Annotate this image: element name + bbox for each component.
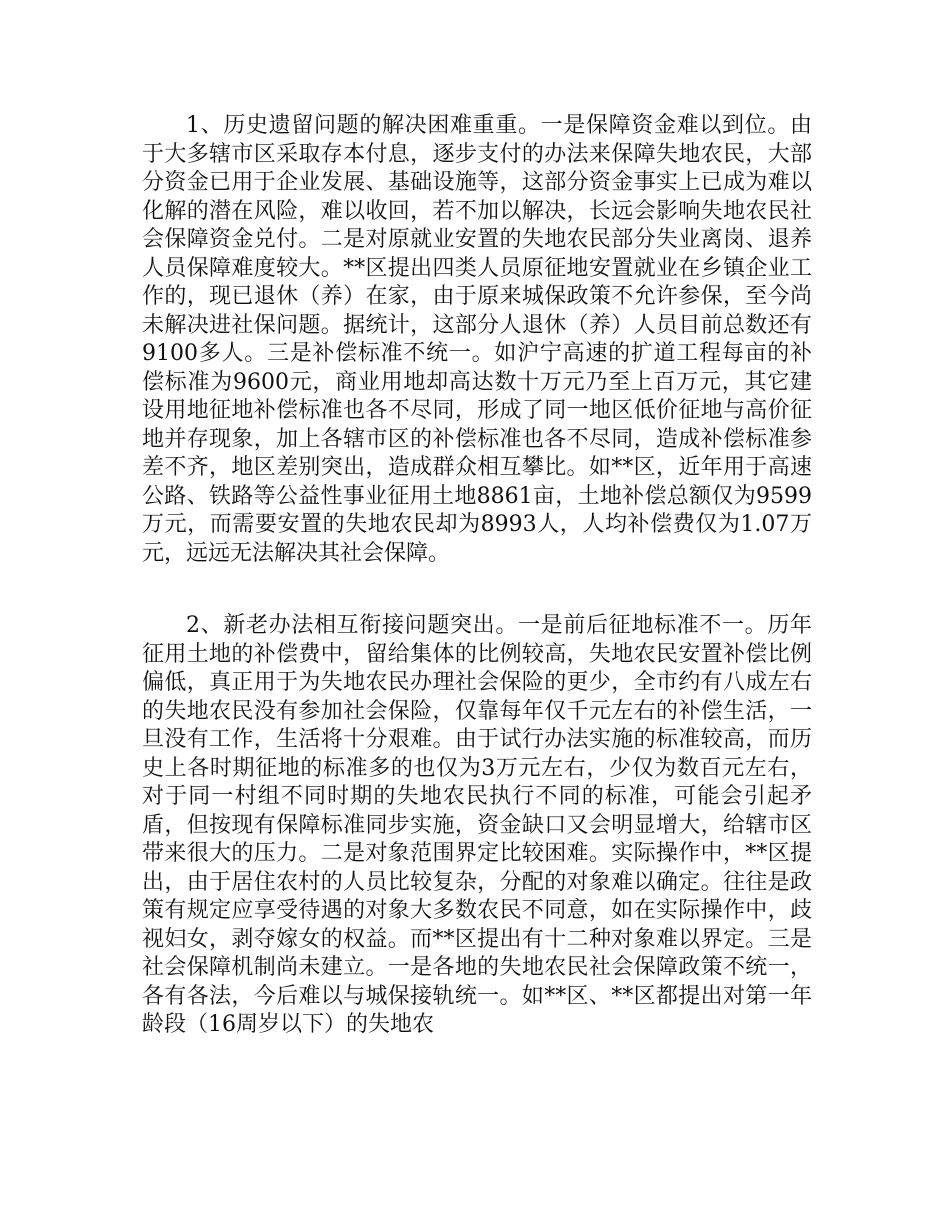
document-body: [142, 112, 812, 1040]
paragraph-2: 2、新老办法相互衔接问题突出。一是前后征地标准不一。历年征用土地的补偿费中，留给集体的比例较高，失地农民安置补偿比例偏低，真正用于为失地农民办理社会保险的更少，全市约有八成左右的失地农民没有参加社会保险，仅靠每年仅千元左右的补偿生活，一旦没有工作，生活将十分艰难。由于试行办法实施的标准较高，而历史上各时期征地的标准多的也仅为3万元左右，少仅为数百元左右，对于同一村组不同时期的失地农民执行不同的标准，可能会引起矛盾，但按现有保障标准同步实施，资金缺口又会明显增大，给辖市区带来很大的压力。二是对象范围界定比较困难。实际操作中，**区提出，由于居住农村的人员比较复杂，分配的对象难以确定。往往是政策有规定应享受待遇的对象大多数农民不同意，如在实际操作中，歧视妇女，剥夺嫁女的权益。而**区提出有十二种对象难以界定。三是社会保障机制尚未建立。一是各地的失地农民社会保障政策不统一，各有各法，今后难以与城保接轨统一。如**区、**区都提出对第一年龄段（16周岁以下）的失地农: [142, 613, 812, 1037]
paragraph-spacer: [142, 568, 812, 612]
paragraph-1: 1、历史遗留问题的解决困难重重。一是保障资金难以到位。由于大多辖市区采取存本付息，逐步支付的办法来保障失地农民，大部分资金已用于企业发展、基础设施等，这部分资金事实上已成为难以化解的潜在风险，难以收回，若不加以解决，长远会影响失地农民社会保障资金兑付。二是对原就业安置的失地农民部分失业离岗、退养人员保障难度较大。**区提出四类人员原征地安置就业在乡镇企业工作的，现已退休（养）在家，由于原来城保政策不允许参保，至今尚未解决进社保问题。据统计，这部分人退休（养）人员目前总数还有9100多人。三是补偿标准不统一。如沪宁高速的扩道工程每亩的补偿标准为9600元，商业用地却高达数十万元乃至上百万元，其它建设用地征地补偿标准也各不尽同，形成了同一地区低价征地与高价征地并存现象，加上各辖市区的补偿标准也各不尽同，造成补偿标准参差不齐，地区差别突出，造成群众相互攀比。如**区，近年用于高速公路、铁路等公益性事业征用土地8861亩，土地补偿总额仅为9599万元，而需要安置的失地农民却为8993人，人均补偿费仅为1.07万元，远远无法解决其社会保障。: [142, 113, 812, 566]
